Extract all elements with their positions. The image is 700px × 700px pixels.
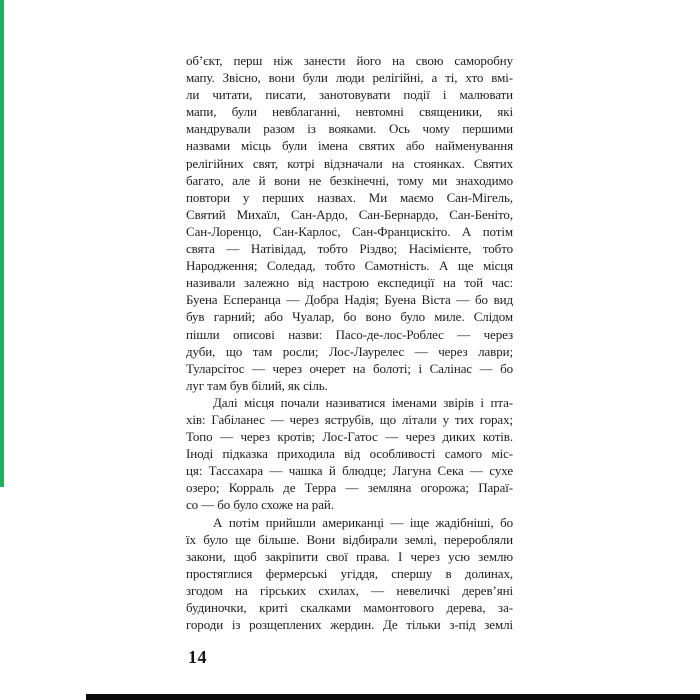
text-line: згодом на гірських схилах, — невеличкі дерев’яні — [186, 582, 513, 598]
text-line: закони, щоб закріпити свої права. І через усю землю — [186, 548, 513, 564]
text-line: об’єкт, перш ніж занести його на свою саморобну — [186, 53, 513, 68]
text-line: Святий Михаїл, Сан-Ардо, Сан-Бернардо, Сан-Беніто, — [186, 206, 513, 222]
text-line: городи із розщеплених жердин. Де тільки з-під землі — [186, 617, 513, 633]
bottom-progress-bar[interactable] — [86, 694, 700, 700]
text-line: со — бо було схоже на рай. — [186, 497, 334, 513]
text-line: А потім прийшли американці — іще жадібніші, бо — [213, 514, 513, 530]
page-text — [186, 52, 513, 633]
text-line: луг там був білий, як сіль. — [186, 377, 328, 393]
text-line: Далі місця почали називатися іменами звірів і пта- — [213, 394, 513, 410]
text-line: дуби, що там росли; Лос-Лаурелес — через лаври; — [186, 343, 513, 359]
text-line: хів: Габіланес — через яструбів, що літали у тих горах; — [186, 411, 513, 427]
text-line: повтори у перших назвах. Ми маємо Сан-Мігель, — [186, 189, 513, 205]
text-line: пішли описові назви: Пасо-де-лос-Роблес — через — [186, 326, 513, 342]
page-number: 14 — [188, 647, 207, 667]
text-line: Буена Есперанца — Добра Надія; Буена Віста — бо вид — [186, 292, 513, 308]
text-line: ця: Тассахара — чашка й блюдце; Лагуна Сека — сухе — [186, 463, 513, 479]
text-line: озеро; Корраль де Терра — земляна огорожа; Параї- — [186, 480, 513, 496]
text-line: мапи, були невблаганні, невтомні священики, які — [186, 104, 513, 120]
text-line: ли читати, писати, занотовувати події і малювати — [186, 87, 513, 103]
text-line: Іноді підказка приходила від особливості самого міс- — [186, 446, 513, 462]
text-line: простяглися фермерські угіддя, спершу в долинах, — [186, 565, 513, 581]
text-line: їх було ще більше. Вони відбирали землі, переробляли — [186, 531, 513, 547]
text-line: Туларсітос — через очерет на болоті; і Салінас — бо — [186, 360, 513, 376]
text-line: релігійних свят, котрі відзначали на стоянках. Святих — [186, 155, 513, 171]
text-line: назвами місць були імена святих або найменування — [186, 138, 513, 154]
text-line: Сан-Лоренцо, Сан-Карлос, Сан-Францискіто. А потім — [186, 223, 513, 239]
text-line: будиночки, криті скалками мамонтового дерева, за- — [186, 600, 513, 615]
text-line: мапу. Звісно, вони були люди релігійні, а ті, хто вмі- — [186, 70, 513, 86]
scroll-progress-indicator[interactable] — [0, 0, 4, 487]
text-line: Народження; Соледад, тобто Самотність. А ще місця — [186, 258, 513, 274]
text-line: мандрували разом із вояками. Ось чому першими — [186, 121, 513, 137]
text-line: свята — Натівідад, тобто Різдво; Насімієнте, тобто — [186, 241, 513, 257]
text-line: називали залежно від настрою експедиції на той час: — [186, 275, 513, 291]
text-line: був гарний; або Чуалар, бо воно було миле. Слідом — [186, 309, 513, 325]
text-line: багато, але й вони не безкінечні, тому ми знаходимо — [186, 172, 513, 188]
text-line: Топо — через кротів; Лос-Гатос — через диких котів. — [186, 429, 513, 445]
